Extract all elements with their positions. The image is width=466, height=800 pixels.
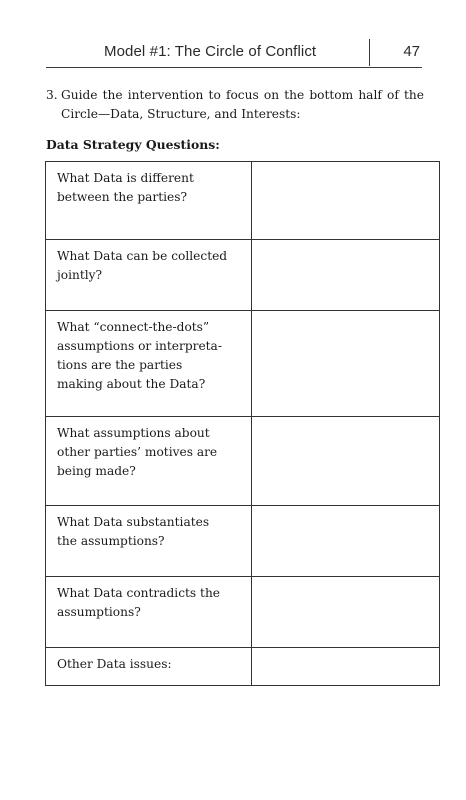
question-line: assumptions? [57, 605, 141, 619]
question-line: between the parties? [57, 190, 188, 204]
step-text-line-2: Circle—Data, Structure, and Interests: [61, 107, 301, 121]
step-number: 3. [46, 88, 58, 102]
question-line: What Data substantiates [57, 515, 210, 529]
running-head-divider [369, 39, 370, 66]
running-head-title: Model #1: The Circle of Conflict [104, 43, 317, 60]
question-line: jointly? [57, 268, 103, 282]
data-strategy-questions-table [45, 161, 440, 686]
table-row [46, 240, 440, 311]
answer-cell[interactable] [252, 162, 440, 240]
table-row [46, 648, 440, 686]
table-row [46, 577, 440, 648]
question-cell [46, 648, 252, 686]
question-cell [46, 162, 252, 240]
table-row [46, 506, 440, 577]
question-line: What “connect-the-dots” [57, 320, 210, 334]
question-line: the assumptions? [57, 534, 165, 548]
question-line: What assumptions about [57, 426, 210, 440]
page-number: 47 [403, 43, 420, 60]
question-line: What Data can be collected [57, 249, 228, 263]
table-row [46, 417, 440, 506]
question-cell [46, 506, 252, 577]
question-line: What Data contradicts the [57, 586, 221, 600]
answer-cell[interactable] [252, 240, 440, 311]
answer-cell[interactable] [252, 311, 440, 417]
answer-cell[interactable] [252, 577, 440, 648]
question-line: other parties’ motives are [57, 445, 218, 459]
question-line: being made? [57, 464, 136, 478]
answer-cell[interactable] [252, 648, 440, 686]
question-cell [46, 577, 252, 648]
question-line: Other Data issues: [57, 657, 172, 671]
section-heading: Data Strategy Questions: [46, 137, 220, 152]
question-line: assumptions or interpreta- [57, 339, 222, 353]
step-text-line-1: Guide the intervention to focus on the bottom half of the [61, 88, 424, 102]
running-head [46, 39, 422, 68]
question-cell [46, 417, 252, 506]
question-line: tions are the parties [57, 358, 183, 372]
answer-cell[interactable] [252, 506, 440, 577]
table-row [46, 162, 440, 240]
table-row [46, 311, 440, 417]
answer-cell[interactable] [252, 417, 440, 506]
question-cell [46, 240, 252, 311]
question-cell [46, 311, 252, 417]
question-line: What Data is different [57, 171, 194, 185]
question-line: making about the Data? [57, 377, 206, 391]
